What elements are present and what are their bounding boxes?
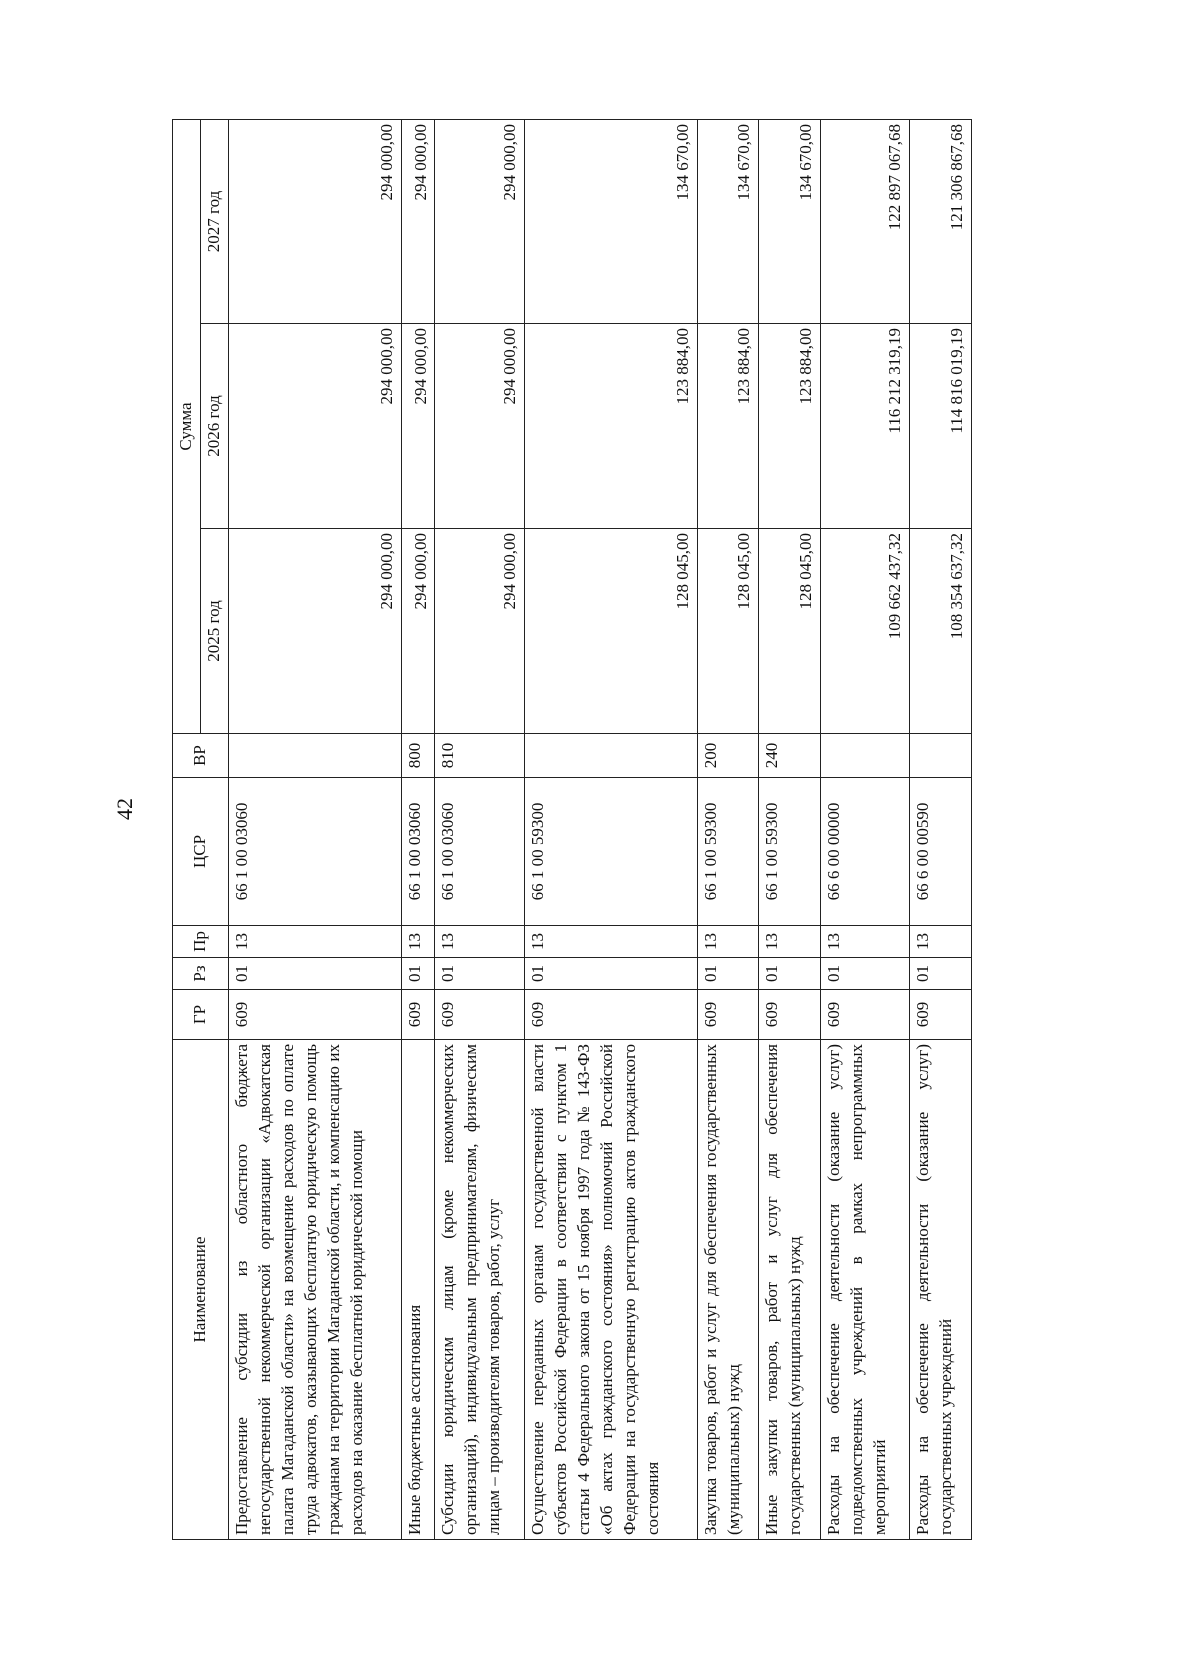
- header-name: Наименование: [173, 1040, 229, 1540]
- cell-csr: 66 6 00 00590: [910, 778, 972, 926]
- cell-rz: 01: [401, 958, 435, 990]
- cell-rz: 01: [759, 958, 821, 990]
- cell-name: Закупка товаров, работ и услуг для обеспечения государственных (муниципальных) нужд: [697, 1040, 759, 1540]
- cell-name: Иные бюджетные ассигнования: [401, 1040, 435, 1540]
- table-row: [910, 120, 972, 1540]
- cell-y2025: 294 000,00: [228, 529, 401, 734]
- cell-y2026: 294 000,00: [401, 324, 435, 529]
- cell-y2026: 294 000,00: [435, 324, 524, 529]
- cell-csr: 66 1 00 59300: [524, 778, 697, 926]
- cell-rz: 01: [524, 958, 697, 990]
- cell-csr: 66 1 00 03060: [401, 778, 435, 926]
- cell-y2025: 109 662 437,32: [820, 529, 909, 734]
- cell-name: Предоставление субсидии из областного бюджета негосударственной некоммерческой организации «Адвокатская палата Магаданской области» на возмещение расходов по оплате труда адвокатов, оказывающих бесплатную юридическую помощь гражданам на территории Магаданской области, и компенсацию их расходов на оказание бесплатной юридической помощи: [228, 1040, 401, 1540]
- header-gr: ГР: [173, 990, 229, 1040]
- cell-gr: 609: [401, 990, 435, 1040]
- cell-vr: 800: [401, 734, 435, 778]
- table-row: [697, 120, 759, 1540]
- cell-rz: 01: [435, 958, 524, 990]
- cell-gr: 609: [820, 990, 909, 1040]
- cell-y2027: 134 670,00: [697, 120, 759, 324]
- cell-pr: 13: [910, 926, 972, 958]
- cell-rz: 01: [697, 958, 759, 990]
- cell-vr: [910, 734, 972, 778]
- header-2025: 2025 год: [200, 529, 228, 734]
- cell-y2026: 123 884,00: [759, 324, 821, 529]
- cell-y2027: 134 670,00: [759, 120, 821, 324]
- cell-csr: 66 6 00 00000: [820, 778, 909, 926]
- cell-vr: 200: [697, 734, 759, 778]
- cell-gr: 609: [697, 990, 759, 1040]
- cell-y2025: 128 045,00: [524, 529, 697, 734]
- cell-y2027: 134 670,00: [524, 120, 697, 324]
- cell-y2026: 294 000,00: [228, 324, 401, 529]
- cell-csr: 66 1 00 59300: [697, 778, 759, 926]
- budget-table: [172, 119, 972, 1540]
- cell-rz: 01: [910, 958, 972, 990]
- cell-gr: 609: [435, 990, 524, 1040]
- cell-pr: 13: [820, 926, 909, 958]
- cell-vr: 810: [435, 734, 524, 778]
- cell-csr: 66 1 00 03060: [228, 778, 401, 926]
- cell-y2027: 122 897 067,68: [820, 120, 909, 324]
- table-row: [759, 120, 821, 1540]
- cell-gr: 609: [910, 990, 972, 1040]
- cell-y2026: 123 884,00: [697, 324, 759, 529]
- header-csr: ЦСР: [173, 778, 229, 926]
- cell-y2026: 114 816 019,19: [910, 324, 972, 529]
- table-row: [524, 120, 697, 1540]
- cell-vr: 240: [759, 734, 821, 778]
- table-row: [401, 120, 435, 1540]
- cell-y2025: 128 045,00: [697, 529, 759, 734]
- cell-csr: 66 1 00 03060: [435, 778, 524, 926]
- cell-vr: [820, 734, 909, 778]
- rotated-table-wrapper: [172, 120, 972, 1540]
- header-2027: 2027 год: [200, 120, 228, 324]
- table-row: [435, 120, 524, 1540]
- cell-pr: 13: [401, 926, 435, 958]
- cell-gr: 609: [759, 990, 821, 1040]
- cell-y2027: 294 000,00: [435, 120, 524, 324]
- header-rz: Рз: [173, 958, 229, 990]
- header-sum: Сумма: [173, 120, 201, 734]
- cell-name: Иные закупки товаров, работ и услуг для обеспечения государственных (муниципальных) нужд: [759, 1040, 821, 1540]
- cell-y2027: 294 000,00: [401, 120, 435, 324]
- cell-rz: 01: [820, 958, 909, 990]
- cell-y2027: 294 000,00: [228, 120, 401, 324]
- cell-pr: 13: [435, 926, 524, 958]
- header-vr: ВР: [173, 734, 229, 778]
- page-number: 42: [112, 798, 137, 820]
- cell-pr: 13: [759, 926, 821, 958]
- cell-name: Расходы на обеспечение деятельности (оказание услуг) подведомственных учреждений в рамках непрограммных мероприятий: [820, 1040, 909, 1540]
- cell-name: Осуществление переданных органам государственной власти субъектов Российской Федерации в соответствии с пунктом 1 статьи 4 Федерального закона от 15 ноября 1997 года № 143-ФЗ «Об актах гражданского состояния» полномочий Российской Федерации на государственную регистрацию актов гражданского состояния: [524, 1040, 697, 1540]
- cell-y2026: 123 884,00: [524, 324, 697, 529]
- cell-csr: 66 1 00 59300: [759, 778, 821, 926]
- cell-pr: 13: [524, 926, 697, 958]
- cell-pr: 13: [697, 926, 759, 958]
- cell-pr: 13: [228, 926, 401, 958]
- cell-vr: [228, 734, 401, 778]
- cell-name: Субсидии юридическим лицам (кроме некоммерческих организаций), индивидуальным предпринимателям, физическим лицам – производителям товаров, работ, услуг: [435, 1040, 524, 1540]
- table-row: [228, 120, 401, 1540]
- cell-gr: 609: [228, 990, 401, 1040]
- cell-name: Расходы на обеспечение деятельности (оказание услуг) государственных учреждений: [910, 1040, 972, 1540]
- cell-y2025: 128 045,00: [759, 529, 821, 734]
- cell-gr: 609: [524, 990, 697, 1040]
- header-2026: 2026 год: [200, 324, 228, 529]
- cell-rz: 01: [228, 958, 401, 990]
- header-pr: Пр: [173, 926, 229, 958]
- cell-vr: [524, 734, 697, 778]
- cell-y2027: 121 306 867,68: [910, 120, 972, 324]
- table-body: [228, 120, 971, 1540]
- cell-y2025: 294 000,00: [401, 529, 435, 734]
- cell-y2026: 116 212 319,19: [820, 324, 909, 529]
- cell-y2025: 108 354 637,32: [910, 529, 972, 734]
- cell-y2025: 294 000,00: [435, 529, 524, 734]
- table-row: [820, 120, 909, 1540]
